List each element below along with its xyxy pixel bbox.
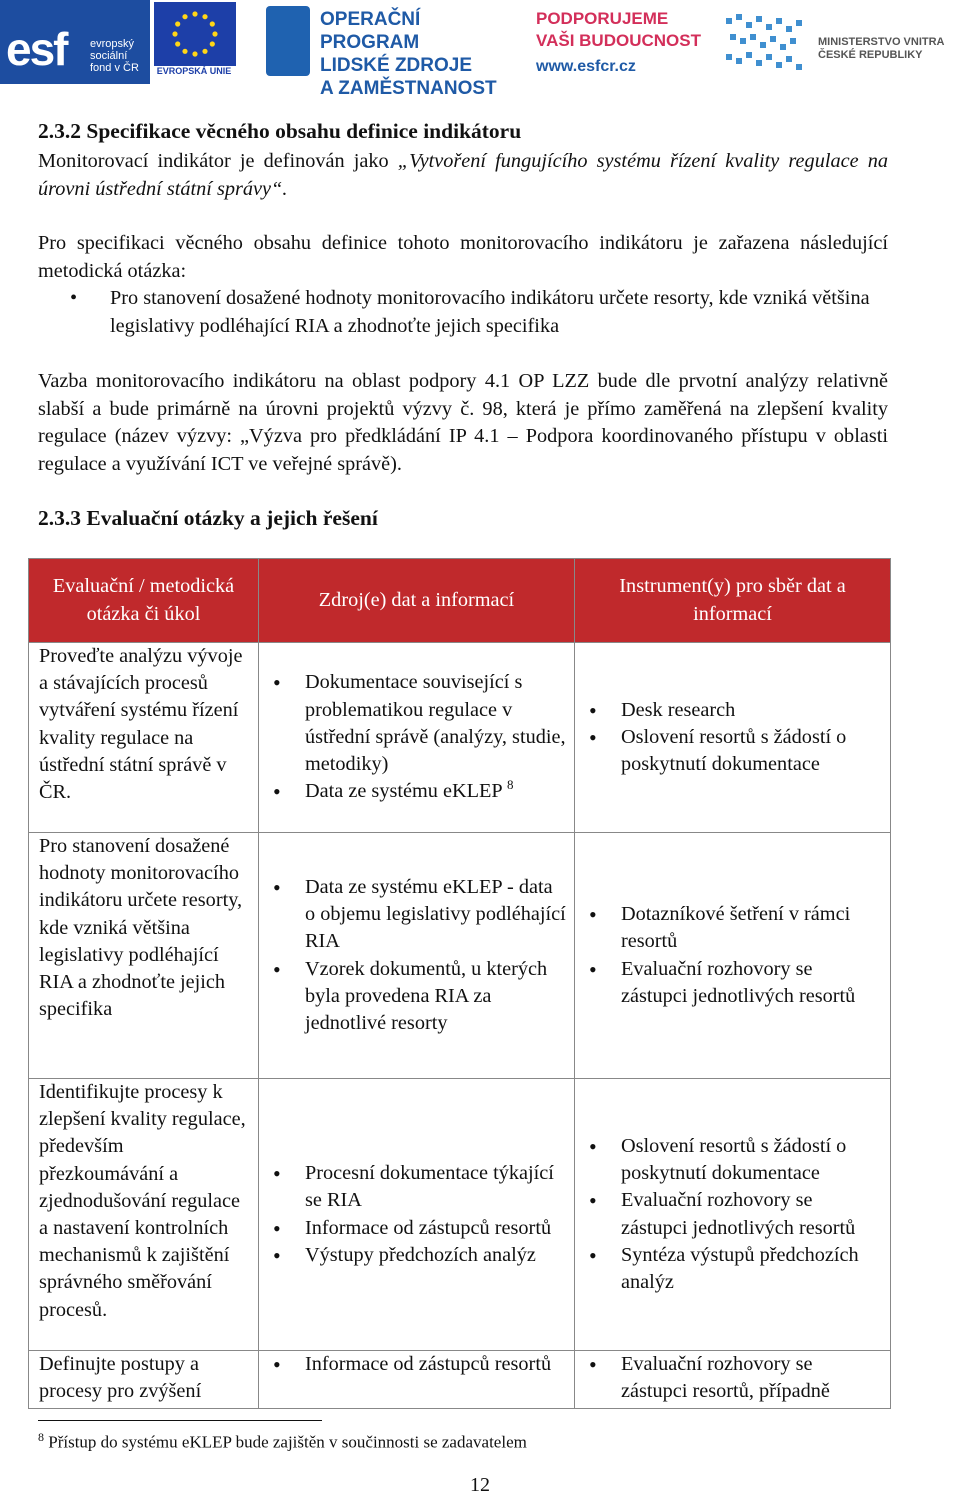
footnote — [38, 1430, 527, 1453]
op-lzz-logo — [262, 0, 522, 99]
bullet-icon: • — [70, 287, 78, 309]
list-item: • Oslovení resortů s žádostí o poskytnutí dokumentace — [587, 1133, 882, 1187]
podporujeme-logo — [536, 0, 716, 84]
sources-cell — [259, 643, 575, 833]
sources-cell — [259, 1079, 575, 1351]
table-header-row — [29, 559, 891, 643]
eu-logo — [150, 0, 238, 84]
methodical-question-text: Pro stanovení dosažené hodnoty monitorovacího indikátoru určete resorty, kde vzniká většina legislativy podléhající RIA a zhodnoťte jejich specifika — [110, 287, 870, 337]
footnote-reference: 8 — [507, 777, 514, 793]
list-item: • Evaluační rozhovory se zástupci jednotlivých resortů — [587, 956, 882, 1010]
list-item: • Dotazníkové šetření v rámci resortů — [587, 901, 882, 955]
list-item: • Evaluační rozhovory se zástupci resortů, případně — [587, 1351, 882, 1405]
instruments-cell — [575, 1079, 891, 1351]
list-item: • Informace od zástupců resortů — [271, 1351, 566, 1378]
section-233-heading: 2.3.3 Evaluační otázky a jejich řešení — [38, 506, 378, 530]
indicator-definition: Monitorovací indikátor je definován jako „Vytvoření fungujícího systému řízení kvality regulace na úrovni ústřední státní správy“. — [38, 150, 888, 200]
ministry-grid-icon — [726, 14, 806, 74]
list-item: • Oslovení resortů s žádostí o poskytnutí dokumentace — [587, 724, 882, 778]
section-232-heading: 2.3.2 Specifikace věcného obsahu definice indikátoru — [38, 119, 522, 143]
list-item: • Dokumentace související s problematikou regulace v ústřední správě (analýzy, studie, metodiky) — [271, 669, 566, 778]
esf-caption: evropský sociální fond v ČR — [90, 38, 139, 74]
ministry-logo — [724, 0, 960, 84]
sources-cell — [259, 833, 575, 1079]
question-cell: Identifikujte procesy k zlepšení kvality regulace, především přezkoumávání a zjednodušování regulace a nastavení kontrolních mechanismů k zajištění správného směřování procesů. — [29, 1079, 259, 1351]
instruments-cell — [575, 643, 891, 833]
esf-logo — [0, 0, 150, 84]
list-item: • Syntéza výstupů předchozích analýz — [587, 1242, 882, 1296]
question-cell: Definujte postupy a procesy pro zvýšení — [29, 1351, 259, 1409]
page-number: 12 — [470, 1474, 490, 1496]
indicator-name: „Vytvoření fungujícího systému řízení kvality regulace na úrovni ústřední státní správy“. — [38, 150, 888, 200]
list-item: • Evaluační rozhovory se zástupci jednotlivých resortů — [587, 1187, 882, 1241]
question-cell: Pro stanovení dosažené hodnoty monitorovacího indikátoru určete resorty, kde vzniká většina legislativy podléhající RIA a zhodnoťte jejich specifika — [29, 833, 259, 1079]
evaluation-table — [28, 558, 891, 1409]
table-row — [29, 1351, 891, 1409]
list-item: • Výstupy předchozích analýz — [271, 1242, 566, 1269]
list-item: • Informace od zástupců resortů — [271, 1215, 566, 1242]
op-lzz-text: OPERAČNÍ PROGRAM LIDSKÉ ZDROJE A ZAMĚSTNANOST — [320, 9, 497, 99]
eu-caption: EVROPSKÁ UNIE — [156, 66, 232, 76]
eu-flag-icon — [154, 2, 236, 66]
header-question: Evaluační / metodická otázka či úkol — [29, 559, 259, 643]
list-item: • Data ze systému eKLEP - data o objemu legislativy podléhající RIA — [271, 874, 566, 956]
footnote-text: Přístup do systému eKLEP bude zajištěn v součinnosti se zadavatelem — [44, 1432, 527, 1452]
esfcr-url: www.esfcr.cz — [536, 58, 636, 75]
methodical-question-intro: Pro specifikaci věcného obsahu definice tohoto monitorovacího indikátoru je zařazena následující metodická otázka: — [38, 232, 888, 282]
indicator-link-paragraph: Vazba monitorovacího indikátoru na oblast podpory 4.1 OP LZZ bude dle prvotní analýzy relativně slabší a bude primárně na úrovni projektů výzvy č. 98, která je přímo zaměřená na zlepšení kvality regulace (název výzvy: „Výzva pro předkládání IP 4.1 – Podpora koordinovaného přístupu v oblasti regulace a využívání ICT ve veřejné správě). — [38, 370, 888, 475]
header-instruments: Instrument(y) pro sběr dat a informací — [575, 559, 891, 643]
sources-cell — [259, 1351, 575, 1409]
list-item: • Desk research — [587, 697, 882, 724]
instruments-cell — [575, 1351, 891, 1409]
ministry-name: MINISTERSTVO VNITRA ČESKÉ REPUBLIKY — [818, 36, 945, 61]
list-item: • Data ze systému eKLEP $^8$ — [271, 778, 566, 805]
footnote-separator — [38, 1420, 322, 1421]
esf-mark: esf — [6, 23, 67, 75]
instruments-cell — [575, 833, 891, 1079]
header-sources: Zdroj(e) dat a informací — [259, 559, 575, 643]
footnote-mark: 8 — [38, 1430, 44, 1444]
table-row — [29, 643, 891, 833]
question-cell: Proveďte analýzu vývoje a stávajících procesů vytváření systému řízení kvality regulace na ústřední státní správě v ČR. — [29, 643, 259, 833]
table-row — [29, 1079, 891, 1351]
podporujeme-slogan: PODPORUJEME VAŠI BUDOUCNOST — [536, 9, 701, 50]
op-symbol-icon — [266, 6, 310, 76]
list-item: • Procesní dokumentace týkající se RIA — [271, 1160, 566, 1214]
logo-header — [0, 0, 960, 99]
list-item: • Vzorek dokumentů, u kterých byla provedena RIA za jednotlivé resorty — [271, 956, 566, 1038]
table-row — [29, 833, 891, 1079]
